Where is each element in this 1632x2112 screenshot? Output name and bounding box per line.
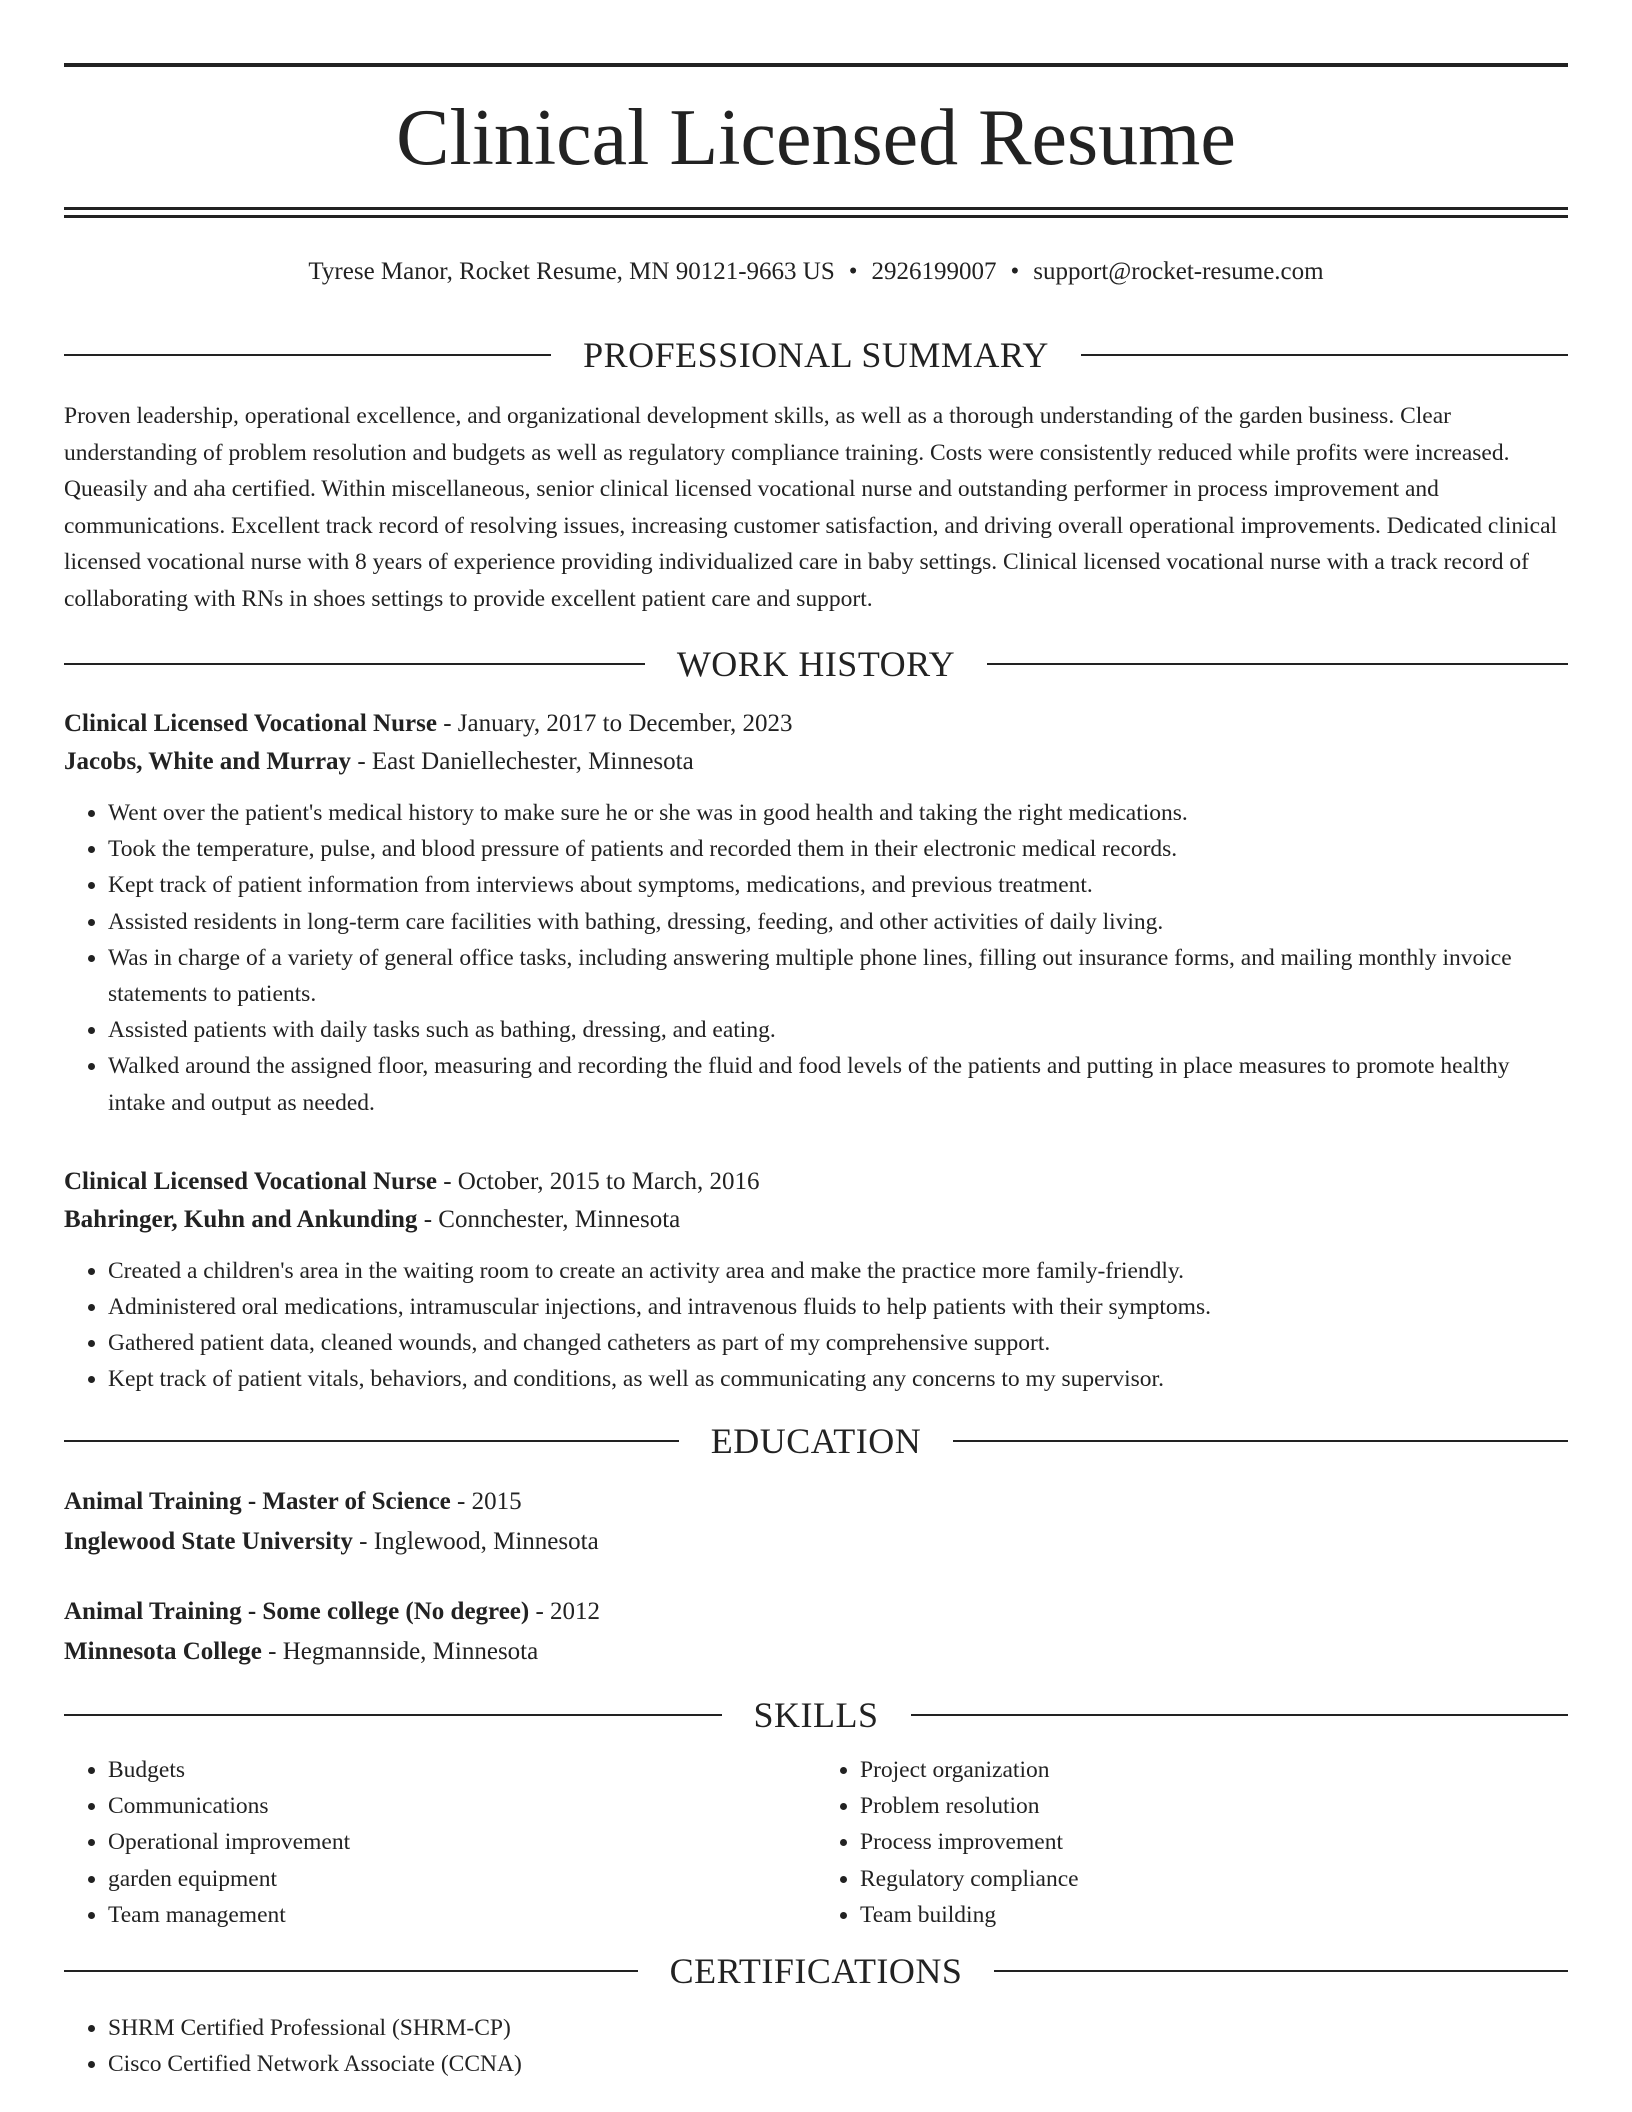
job-duty: • Was in charge of a variety of general office tasks, including answering multiple phone lines, filling out insurance forms, and mailing monthly invoice statements to patients. xyxy=(108,940,1568,1012)
contact-email: support@rocket-resume.com xyxy=(1033,258,1324,285)
resume-content xyxy=(64,330,1568,2082)
job-location: - Connchester, Minnesota xyxy=(417,1205,681,1233)
job-duties-list xyxy=(64,1253,1568,1398)
job-entry xyxy=(64,705,1568,1121)
heading-rule-left xyxy=(64,1714,722,1716)
education-degree-line xyxy=(64,1482,1568,1522)
skill-item: • Problem resolution xyxy=(860,1788,1568,1824)
job-duty: • Walked around the assigned floor, measuring and recording the fluid and food levels of the patients and putting in place measures to promote healthy intake and output as needed. xyxy=(108,1048,1568,1120)
heading-rule-right xyxy=(987,663,1568,665)
job-company-line xyxy=(64,1201,1568,1239)
job-location: - East Daniellechester, Minnesota xyxy=(351,748,694,775)
heading-rule-right xyxy=(1081,354,1568,356)
skill-item: • garden equipment xyxy=(108,1861,816,1897)
job-company: Bahringer, Kuhn and Ankunding xyxy=(64,1205,418,1233)
job-duty: • Went over the patient's medical history to make sure he or she was in good health and taking the right medications. xyxy=(108,795,1568,831)
section-heading-summary xyxy=(64,330,1568,380)
certifications-list xyxy=(64,2010,1568,2083)
job-dates: - January, 2017 to December, 2023 xyxy=(436,710,793,737)
heading-rule-left xyxy=(64,1970,638,1972)
skills-column-left xyxy=(64,1752,816,1934)
education-location: - Inglewood, Minnesota xyxy=(352,1527,599,1555)
education-year: - 2015 xyxy=(450,1487,522,1515)
job-title: Clinical Licensed Vocational Nurse xyxy=(64,710,437,737)
certification-item: • SHRM Certified Professional (SHRM-CP) xyxy=(108,2010,1568,2046)
skill-item: • Team building xyxy=(860,1897,1568,1933)
heading-rule-right xyxy=(994,1970,1568,1972)
job-duty: • Kept track of patient information from interviews about symptoms, medications, and previous treatment. xyxy=(108,867,1568,903)
education-entry xyxy=(64,1592,1568,1672)
top-divider xyxy=(64,63,1568,67)
job-company: Jacobs, White and Murray xyxy=(64,748,352,775)
skill-item: • Process improvement xyxy=(860,1824,1568,1860)
skills-column-right xyxy=(816,1752,1568,1934)
certification-item: • Cisco Certified Network Associate (CCNA) xyxy=(108,2046,1568,2082)
summary-text: Proven leadership, operational excellence, and organizational development skills, as well as a thorough understanding of the garden business. Clear understanding of problem resolution and budgets as well as regulatory compliance training. Costs were consistently reduced while profits were increased. Queasily and aha certified. Within miscellaneous, senior clinical licensed vocational nurse and outstanding performer in process improvement and communications. Excellent track record of resolving issues, increasing customer satisfaction, and driving overall operational improvements. Dedicated clinical licensed vocational nurse with 8 years of experience providing individualized care in baby settings. Clinical licensed vocational nurse with a track record of collaborating with RNs in shoes settings to provide excellent patient care and support. xyxy=(64,403,1558,612)
section-title: CERTIFICATIONS xyxy=(669,1950,963,1991)
section-title: PROFESSIONAL SUMMARY xyxy=(583,335,1049,375)
contact-separator: • xyxy=(848,258,858,285)
section-heading-work-history xyxy=(64,639,1568,689)
skill-item: • Budgets xyxy=(108,1752,816,1788)
skill-item: • Operational improvement xyxy=(108,1824,816,1860)
education-degree: Animal Training - Some college (No degree) xyxy=(64,1597,530,1625)
heading-rule-right xyxy=(953,1440,1568,1442)
job-entry xyxy=(64,1163,1568,1398)
section-heading-education xyxy=(64,1416,1568,1466)
job-title: Clinical Licensed Vocational Nurse xyxy=(64,1167,437,1195)
skill-item: • Project organization xyxy=(860,1752,1568,1788)
education-year: - 2012 xyxy=(529,1597,601,1625)
contact-phone: 2926199007 xyxy=(871,258,997,285)
skills-grid xyxy=(64,1752,1568,1934)
title-double-divider xyxy=(64,207,1568,218)
section-title: WORK HISTORY xyxy=(676,644,956,684)
contact-address: Tyrese Manor, Rocket Resume, MN 90121-9663 US xyxy=(308,258,835,285)
section-heading-skills xyxy=(64,1690,1568,1740)
section-title: SKILLS xyxy=(753,1694,879,1735)
education-degree-line xyxy=(64,1592,1568,1632)
resume-title: Clinical Licensed Resume xyxy=(396,94,1236,182)
section-heading-certifications xyxy=(64,1946,1568,1996)
heading-rule-left xyxy=(64,354,551,356)
heading-rule-left xyxy=(64,663,645,665)
job-duty: • Created a children's area in the waiting room to create an activity area and make the practice more family-friendly. xyxy=(108,1253,1568,1289)
job-duty: • Kept track of patient vitals, behaviors, and conditions, as well as communicating any concerns to my supervisor. xyxy=(108,1361,1568,1397)
heading-rule-right xyxy=(911,1714,1569,1716)
section-title: EDUCATION xyxy=(710,1420,922,1461)
job-company-line xyxy=(64,743,1568,781)
skill-item: • Regulatory compliance xyxy=(860,1861,1568,1897)
education-school: Inglewood State University xyxy=(64,1527,353,1555)
job-dates: - October, 2015 to March, 2016 xyxy=(436,1167,760,1195)
skill-item: • Communications xyxy=(108,1788,816,1824)
contact-line xyxy=(64,254,1568,290)
job-duty: • Took the temperature, pulse, and blood pressure of patients and recorded them in their electronic medical records. xyxy=(108,831,1568,867)
job-duty: • Assisted patients with daily tasks such as bathing, dressing, and eating. xyxy=(108,1012,1568,1048)
education-degree: Animal Training - Master of Science xyxy=(64,1487,451,1515)
skill-item: • Team management xyxy=(108,1897,816,1933)
job-duty: • Gathered patient data, cleaned wounds, and changed catheters as part of my comprehensive support. xyxy=(108,1325,1568,1361)
education-school: Minnesota College xyxy=(64,1637,262,1665)
education-entry xyxy=(64,1482,1568,1562)
job-duty: • Administered oral medications, intramuscular injections, and intravenous fluids to help patients with their symptoms. xyxy=(108,1289,1568,1325)
education-location: - Hegmannside, Minnesota xyxy=(261,1637,539,1665)
education-school-line xyxy=(64,1632,1568,1672)
job-title-line xyxy=(64,1163,1568,1201)
job-title-line xyxy=(64,705,1568,743)
job-duties-list xyxy=(64,795,1568,1121)
contact-separator: • xyxy=(1010,258,1020,285)
heading-rule-left xyxy=(64,1440,679,1442)
job-duty: • Assisted residents in long-term care facilities with bathing, dressing, feeding, and other activities of daily living. xyxy=(108,904,1568,940)
education-school-line xyxy=(64,1522,1568,1562)
